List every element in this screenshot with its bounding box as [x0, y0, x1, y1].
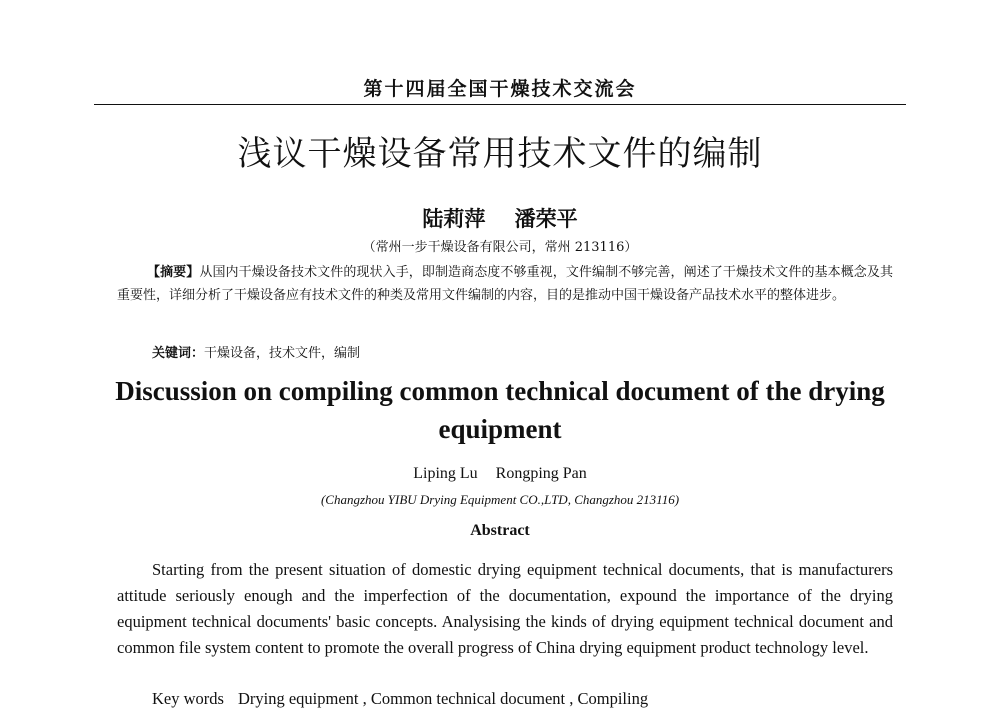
english-authors [0, 465, 1000, 483]
english-keywords [152, 689, 648, 709]
chinese-authors [0, 203, 1000, 233]
english-affiliation: (Changzhou YIBU Drying Equipment CO.,LTD, Changzhou 213116) [320, 492, 680, 507]
chinese-affiliation: （常州一步干燥设备有限公司，常州 213116） [362, 240, 638, 255]
english-abstract-heading: Abstract [470, 522, 530, 539]
english-abstract: Starting from the present situation of domestic drying equipment technical documents, that is manufacturers attitude seriously enough and the imperfection of the documentation, expound the importance of the drying equipment technical documents' basic concepts. Analysising the kinds of drying equipment technical document and common file system content to promote the overall progress of China drying equipment product technology level. [117, 560, 893, 657]
english-title: Discussion on compiling common technical document of the drying equipment [115, 376, 885, 444]
english-author-2: Rongping Pan [495, 465, 587, 482]
chinese-keywords-text: 干燥设备，技术文件，编制 [204, 346, 361, 361]
chinese-abstract-label: 【摘要】 [147, 265, 200, 280]
conference-header: 第十四届全国干燥技术交流会 [363, 78, 637, 100]
english-keywords-text: Drying equipment , Common technical document , Compiling [237, 689, 649, 708]
chinese-author-2: 潘荣平 [514, 207, 578, 231]
chinese-title: 浅议干燥设备常用技术文件的编制 [237, 134, 763, 174]
chinese-author-1: 陆莉萍 [422, 207, 486, 231]
english-keywords-label: Key words [152, 689, 224, 708]
chinese-abstract [117, 261, 893, 307]
chinese-abstract-text: 从国内干燥设备技术文件的现状入手，即制造商态度不够重视，文件编制不够完善，阐述了干燥技术文件的基本概念及其重要性，详细分析了干燥设备应有技术文件的种类及常用文件编制的内容，目的是推动中国干燥设备产品技术水平的整体进步。 [117, 265, 893, 303]
header-rule [94, 104, 906, 105]
chinese-keywords-label: 关键词： [152, 346, 205, 361]
english-author-1: Liping Lu [413, 465, 478, 482]
chinese-keywords [152, 342, 360, 361]
